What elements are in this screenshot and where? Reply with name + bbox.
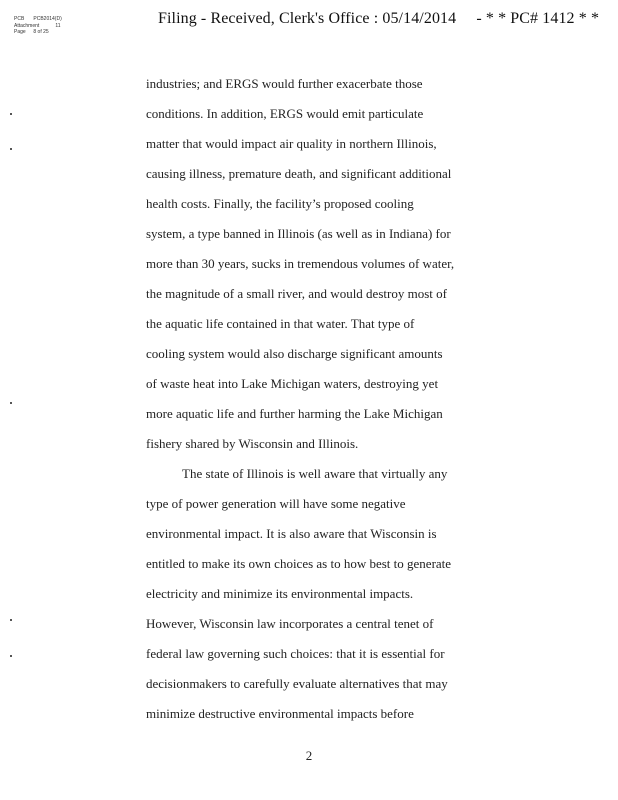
document-body <box>146 74 466 734</box>
text-line: matter that would impact air quality in northern Illinois, <box>146 136 437 151</box>
text-line: the magnitude of a small river, and would destroy most of <box>146 286 447 301</box>
text-line: federal law governing such choices: that it is essential for <box>146 646 445 661</box>
text-line: electricity and minimize its environmental impacts. <box>146 586 414 601</box>
text-line: causing illness, premature death, and significant additional <box>146 166 452 181</box>
text-line: health costs. Finally, the facility’s proposed cooling <box>146 196 414 211</box>
text-line: However, Wisconsin law incorporates a central tenet of <box>146 616 434 631</box>
text-line: The state of Illinois is well aware that virtually any <box>182 466 448 481</box>
metadata-row <box>14 29 62 36</box>
margin-scan-mark <box>10 619 12 621</box>
metadata-key: Page <box>14 29 26 35</box>
margin-scan-mark <box>10 148 12 150</box>
margin-scan-mark <box>10 113 12 115</box>
text-line: cooling system would also discharge significant amounts <box>146 346 443 361</box>
filing-stamp-header <box>158 10 599 28</box>
metadata-value: PCB2014(D) <box>33 16 62 22</box>
text-line: conditions. In addition, ERGS would emit particulate <box>146 106 424 121</box>
metadata-value: 11 <box>55 22 61 29</box>
text-line: decisionmakers to carefully evaluate alternatives that may <box>146 676 448 691</box>
metadata-key: PCB <box>14 16 25 22</box>
page-number: 2 <box>305 748 313 763</box>
text-line: more aquatic life and further harming the Lake Michigan <box>146 406 443 421</box>
filing-metadata <box>14 16 62 36</box>
text-line: system, a type banned in Illinois (as well as in Indiana) for <box>146 226 451 241</box>
metadata-value: 8 of 25 <box>33 29 49 35</box>
text-line: entitled to make its own choices as to how best to generate <box>146 556 452 571</box>
text-line: industries; and ERGS would further exacerbate those <box>146 76 423 91</box>
text-line: minimize destructive environmental impacts before <box>146 706 414 721</box>
text-line: more than 30 years, sucks in tremendous volumes of water, <box>146 256 455 271</box>
text-line: type of power generation will have some negative <box>146 496 406 511</box>
margin-scan-mark <box>10 655 12 657</box>
metadata-key: Attachment <box>14 22 40 29</box>
pc-number: - * * PC# 1412 * * <box>476 10 600 27</box>
text-line: fishery shared by Wisconsin and Illinois. <box>146 436 359 451</box>
text-line: the aquatic life contained in that water. That type of <box>146 316 415 331</box>
text-line: of waste heat into Lake Michigan waters, destroying yet <box>146 376 439 391</box>
text-line: environmental impact. It is also aware that Wisconsin is <box>146 526 437 541</box>
filing-stamp-title: Filing - Received, Clerk's Office : 05/14/2014 <box>158 10 457 27</box>
margin-scan-mark <box>10 402 12 404</box>
